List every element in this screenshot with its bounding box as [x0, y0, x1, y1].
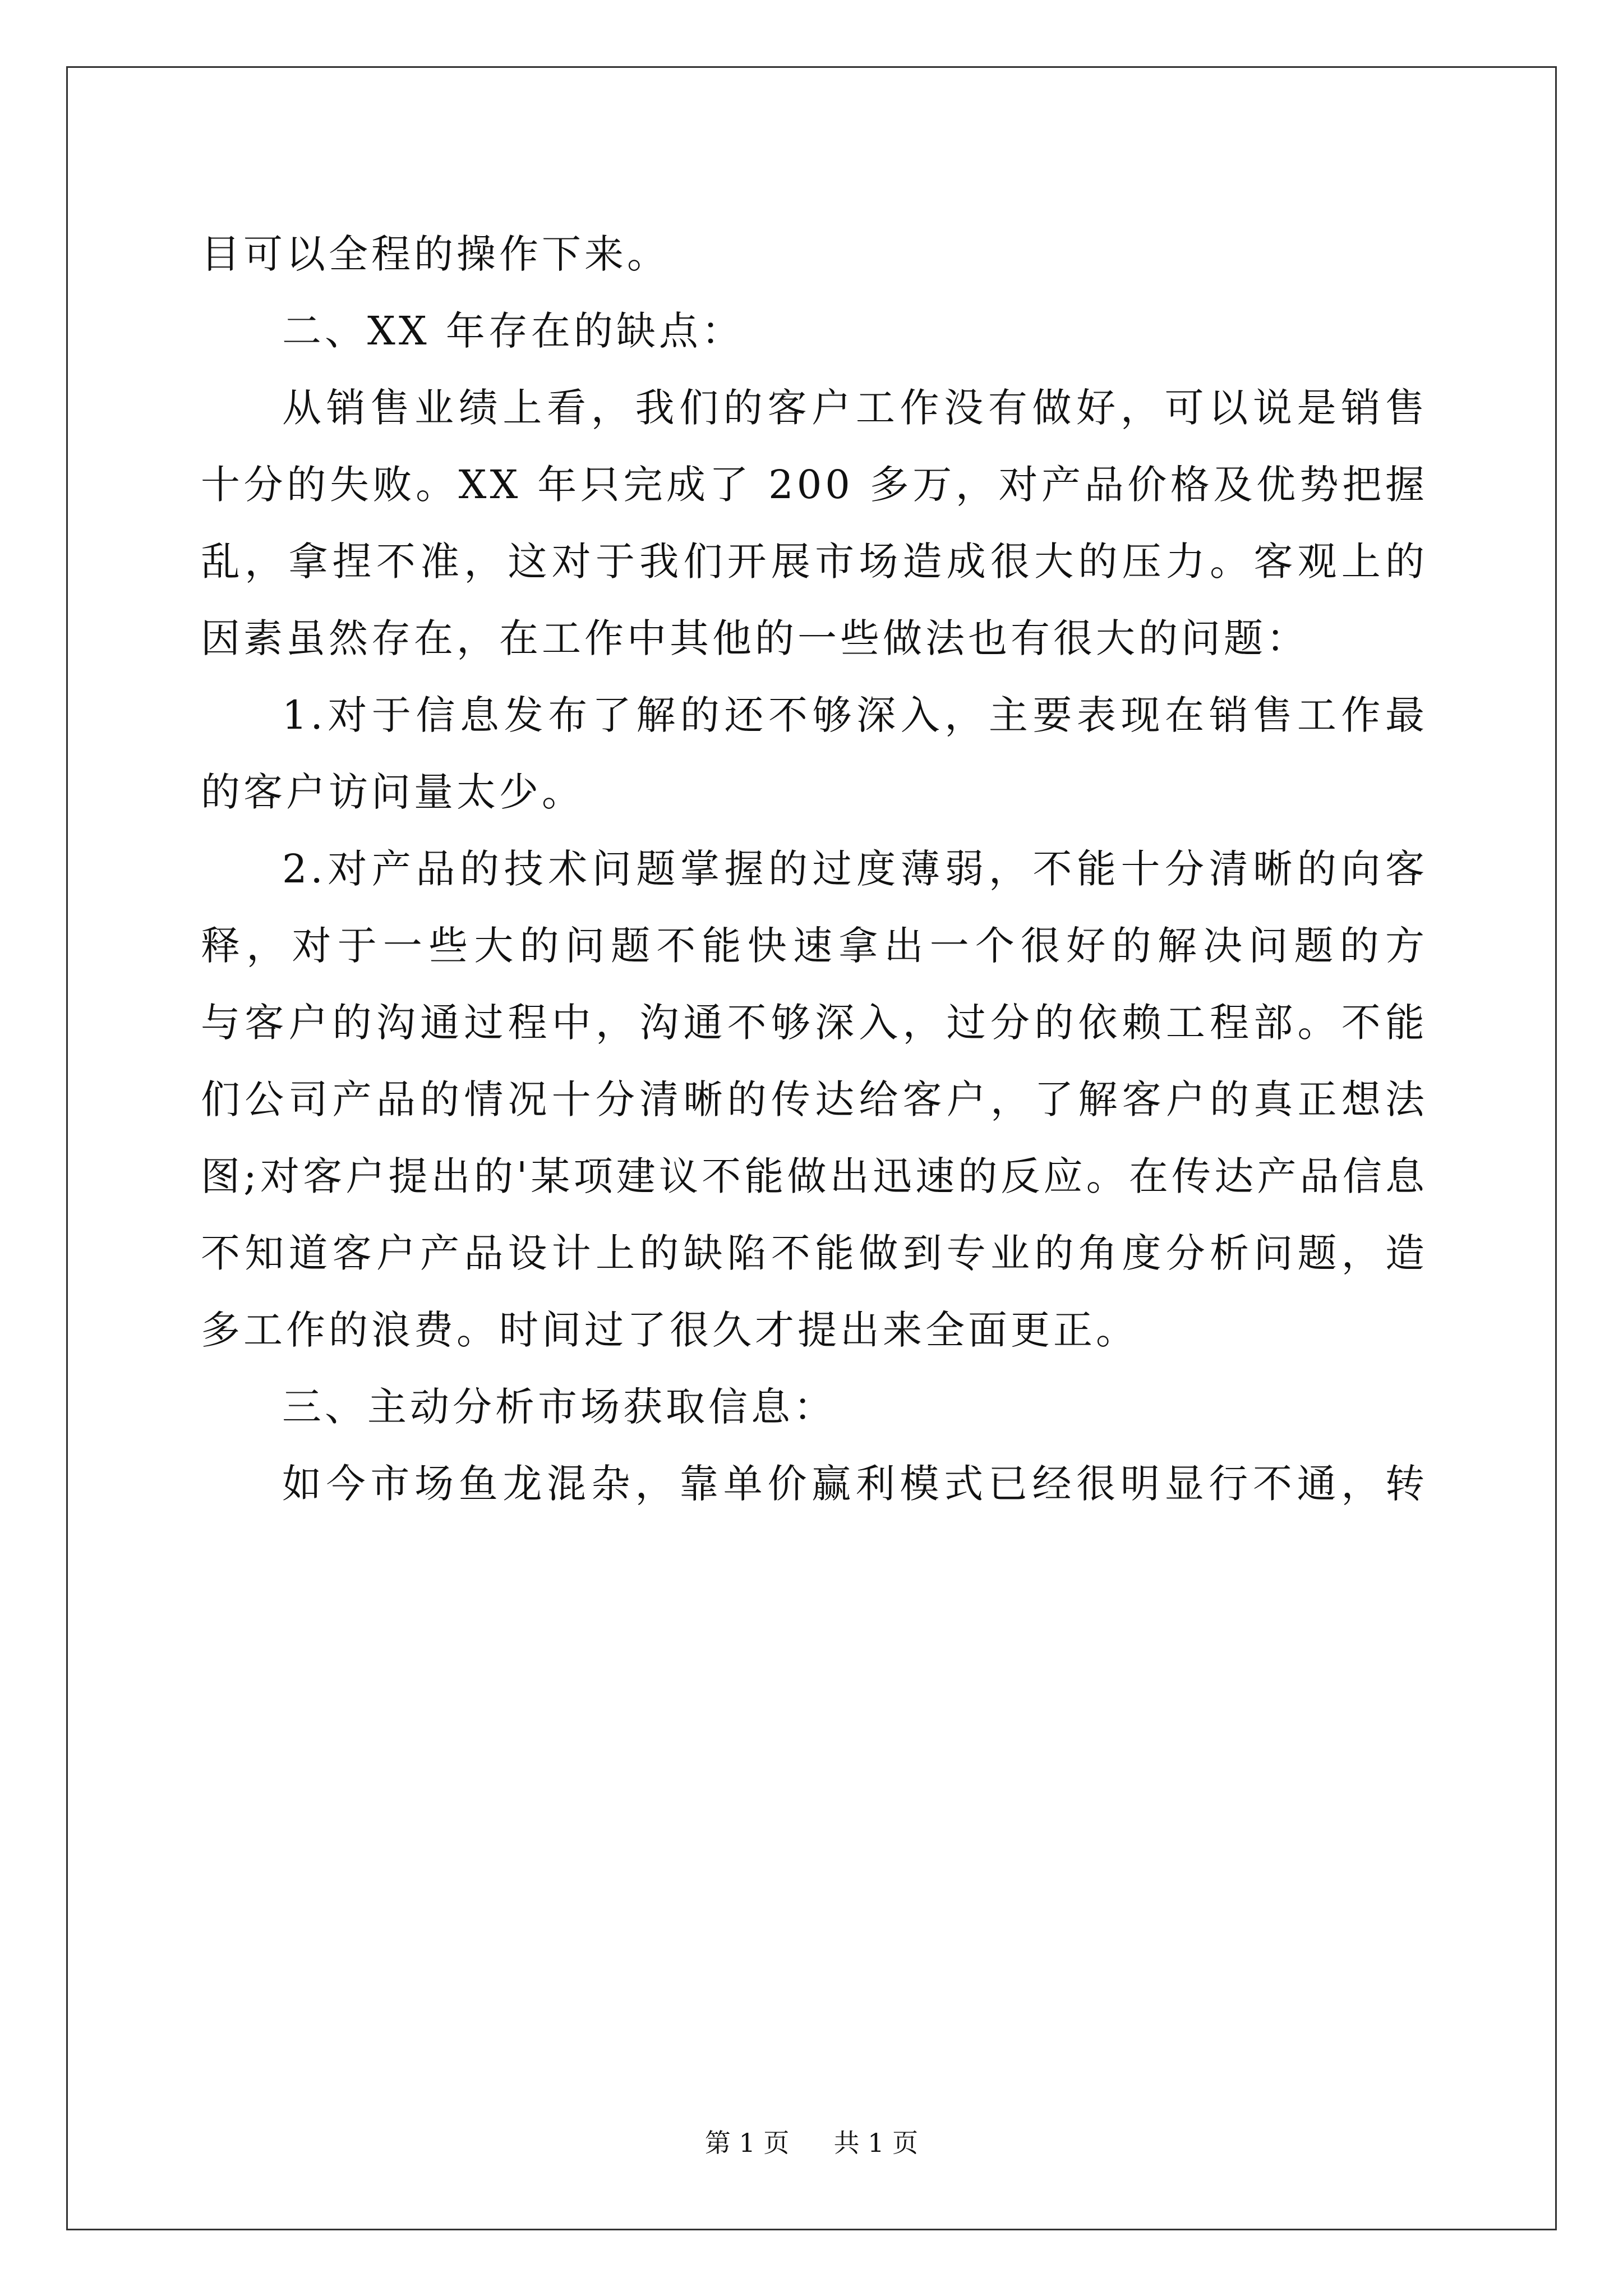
text-line: 们公司产品的情况十分清晰的传达给客户，了解客户的真正想法: [201, 1076, 1428, 1122]
page-number-total: 共 1 页: [833, 2128, 919, 2158]
text-line: 目可以全程的操作下来。: [201, 231, 670, 277]
text-line: 2.对产品的技术问题掌握的过度薄弱，不能十分清晰的向客: [282, 846, 1428, 892]
text-line: 不知道客户产品设计上的缺陷不能做到专业的角度分析问题，造: [201, 1230, 1428, 1276]
document-body: [201, 216, 1428, 1522]
page-number-current: 第 1 页: [704, 2128, 790, 2158]
section-heading: 三、主动分析市场获取信息：: [282, 1384, 836, 1430]
text-line: 如今市场鱼龙混杂，靠单价赢利模式已经很明显行不通，转: [282, 1461, 1428, 1507]
text-line: 释，对于一些大的问题不能快速拿出一个很好的解决问题的方: [201, 923, 1428, 969]
text-line: 图;对客户提出的'某项建议不能做出迅速的反应。在传达产品信息: [201, 1153, 1428, 1199]
text-line: 与客户的沟通过程中，沟通不够深入，过分的依赖工程部。不能: [201, 1000, 1428, 1046]
text-line: 因素虽然存在，在工作中其他的一些做法也有很大的问题：: [201, 615, 1309, 661]
text-line: 1.对于信息发布了解的还不够深入，主要表现在销售工作最: [282, 692, 1428, 738]
page-footer: [0, 2126, 1623, 2160]
text-line: 十分的失败。XX 年只完成了 200 多万，对产品价格及优势把握: [201, 462, 1428, 508]
text-line: 乱，拿捏不准，这对于我们开展市场造成很大的压力。客观上的: [201, 539, 1428, 585]
text-line: 多工作的浪费。时间过了很久才提出来全面更正。: [201, 1307, 1138, 1353]
text-line: 的客户访问量太少。: [201, 769, 584, 815]
section-heading: 二、XX 年存在的缺点：: [282, 308, 744, 354]
text-line: 从销售业绩上看，我们的客户工作没有做好，可以说是销售: [282, 385, 1428, 431]
